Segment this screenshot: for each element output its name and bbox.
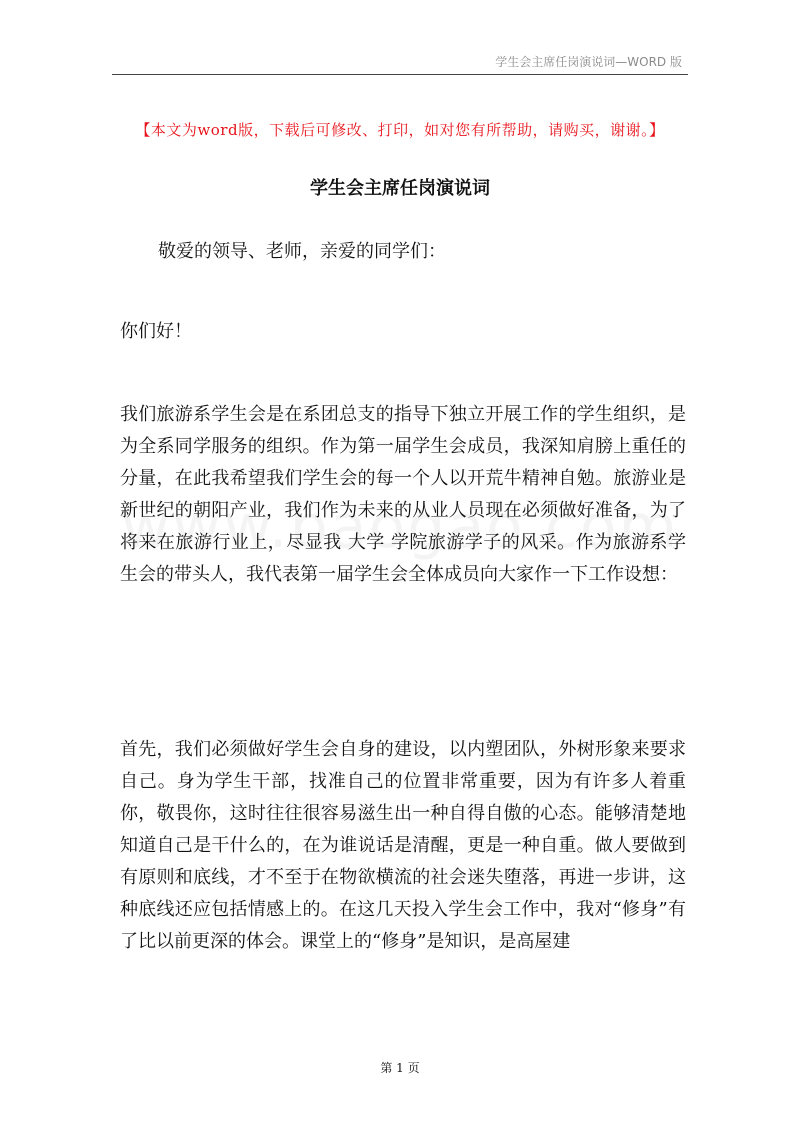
body-paragraph: 首先，我们必须做好学生会自身的建设，以内塑团队，外树形象来要求自己。身为学生干部，找准自己的位置非常重要，因为有许多人着重你，敬畏你，这时往往很容易滋生出一种自得自傲的心态。能够清楚地知道自己是干什么的，在为谁说话是清醒，更是一种自重。做人要做到有原则和底线，才不至于在物欲横流的社会迷失堕落，再进一步讲，这种底线还应包括情感上的。在这几天投入学生会工作中，我对“修身”有了比以前更深的体会。课堂上的“修身”是知识，是高屋建 bbox=[120, 739, 686, 952]
download-notice: 【本文为word版，下载后可修改、打印，如对您有所帮助，请购买，谢谢。】 bbox=[135, 121, 665, 139]
body-paragraph: 我们旅游系学生会是在系团总支的指导下独立开展工作的学生组织，是为全系同学服务的组织。作为第一届学生会成员，我深知肩膀上重任的分量，在此我希望我们学生会的每一个人以开荒牛精神自勉。旅游业是新世纪的朝阳产业，我们作为未来的从业人员现在必须做好准备，为了将来在旅游行业上，尽显我 大学 学院旅游学子的风采。作为旅游系学生会的带头人，我代表第一届学生会全体成员向大家作一下工作设想： bbox=[120, 404, 686, 585]
page-number: 第 1 页 bbox=[380, 1061, 420, 1075]
header-divider bbox=[112, 74, 688, 75]
hello-line: 你们好！ bbox=[120, 321, 192, 342]
running-header: 学生会主席任岗演说词—WORD 版 bbox=[495, 55, 682, 69]
document-title: 学生会主席任岗演说词 bbox=[310, 178, 490, 199]
greeting-line: 敬爱的领导、老师，亲爱的同学们： bbox=[158, 241, 446, 262]
